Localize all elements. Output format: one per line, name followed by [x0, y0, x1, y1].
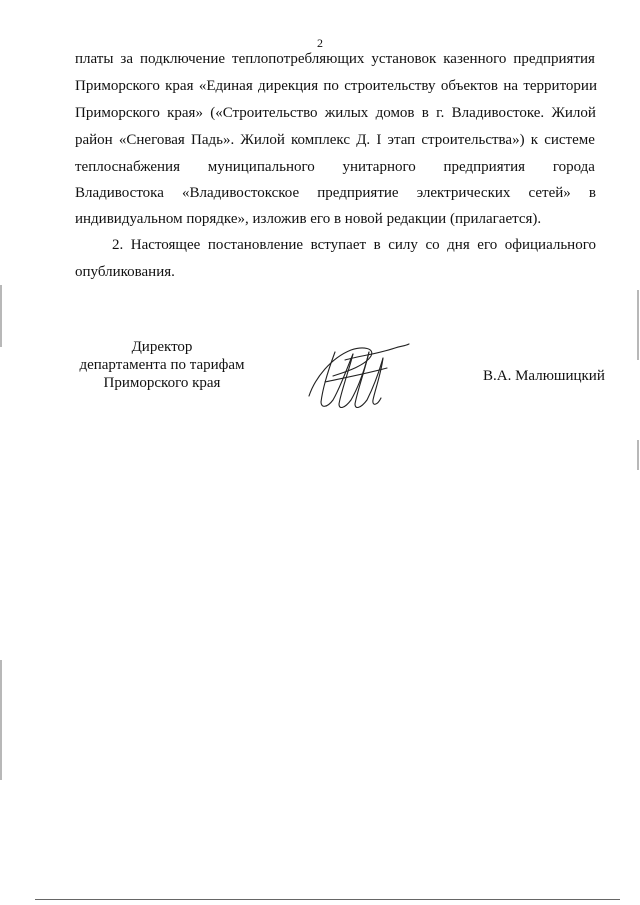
- word: постановление: [207, 237, 304, 253]
- word: муниципального: [207, 159, 315, 175]
- word: этап: [387, 132, 416, 148]
- word: установок: [371, 51, 437, 67]
- word: район: [75, 132, 113, 148]
- body-line-4: [75, 131, 595, 149]
- signatory-title-line-2: департамента по тарифам: [79, 357, 245, 373]
- word: («Строительство: [210, 105, 318, 121]
- body-line-8: [112, 236, 596, 254]
- word: его: [477, 237, 498, 253]
- word: «Владивостокское: [182, 185, 300, 201]
- word: строительства»): [421, 132, 525, 148]
- body-line-9: опубликования.: [75, 264, 175, 280]
- word: Настоящее: [130, 237, 201, 253]
- signatory-title-line-1: Директор: [131, 339, 193, 355]
- word: 2.: [112, 237, 124, 253]
- body-line-5: [75, 158, 595, 176]
- word: Владивостока: [75, 185, 164, 201]
- word: предприятия: [513, 51, 595, 67]
- word: края»: [167, 105, 203, 121]
- word: «Снеговая: [118, 132, 185, 148]
- word: предприятия: [443, 159, 526, 175]
- word: теплоснабжения: [75, 159, 180, 175]
- word: «Единая: [198, 78, 253, 94]
- scan-bottom-edge: [35, 899, 620, 900]
- word: домов: [375, 105, 415, 121]
- body-line-1: [75, 50, 595, 68]
- word: территории: [523, 78, 597, 94]
- word: на: [503, 78, 519, 94]
- page-number: 2: [317, 36, 323, 50]
- word: унитарного: [342, 159, 416, 175]
- word: объектов: [440, 78, 499, 94]
- body-line-3: [75, 104, 596, 122]
- word: Приморского: [75, 78, 160, 94]
- word: силу: [388, 237, 418, 253]
- word: теплопотребляющих: [232, 51, 365, 67]
- word: Приморского: [75, 105, 160, 121]
- word: предприятие: [317, 185, 399, 201]
- word: Жилой: [240, 132, 285, 148]
- word: Жилой: [551, 105, 596, 121]
- word: комплекс: [291, 132, 351, 148]
- body-line-6: [75, 184, 596, 202]
- word: Д.: [356, 132, 371, 148]
- word: подключение: [139, 51, 226, 67]
- word: города: [552, 159, 595, 175]
- word: жилых: [324, 105, 369, 121]
- word: в: [588, 185, 596, 201]
- word: дня: [447, 237, 470, 253]
- word: платы: [75, 51, 114, 67]
- word: края: [165, 78, 194, 94]
- word: Падь».: [190, 132, 235, 148]
- signatory-title-line-3: Приморского края: [103, 375, 221, 391]
- handwritten-signature: [305, 338, 415, 413]
- scan-edge-right-bottom: [637, 440, 639, 470]
- word: вступает: [310, 237, 367, 253]
- word: со: [425, 237, 440, 253]
- word: в: [373, 237, 381, 253]
- word: I: [376, 132, 382, 148]
- word: строительству: [344, 78, 436, 94]
- scan-edge-right-top: [637, 290, 639, 360]
- body-line-2: [75, 77, 597, 95]
- scan-edge-left-bottom: [0, 660, 2, 780]
- word: сетей»: [528, 185, 571, 201]
- word: Владивостоке.: [451, 105, 545, 121]
- body-line-7: индивидуальном порядке», изложив его в новой редакции (прилагается).: [75, 211, 542, 227]
- scan-edge-left-top: [0, 285, 2, 347]
- signatory-name: В.А. Малюшицкий: [483, 368, 605, 384]
- signatory-title: [62, 338, 262, 392]
- word: электрических: [416, 185, 511, 201]
- word: системе: [544, 132, 595, 148]
- word: к: [530, 132, 539, 148]
- word: за: [120, 51, 133, 67]
- word: официального: [504, 237, 596, 253]
- word: в: [421, 105, 429, 121]
- word: казенного: [443, 51, 507, 67]
- word: по: [323, 78, 339, 94]
- word: г.: [436, 105, 445, 121]
- word: дирекция: [258, 78, 319, 94]
